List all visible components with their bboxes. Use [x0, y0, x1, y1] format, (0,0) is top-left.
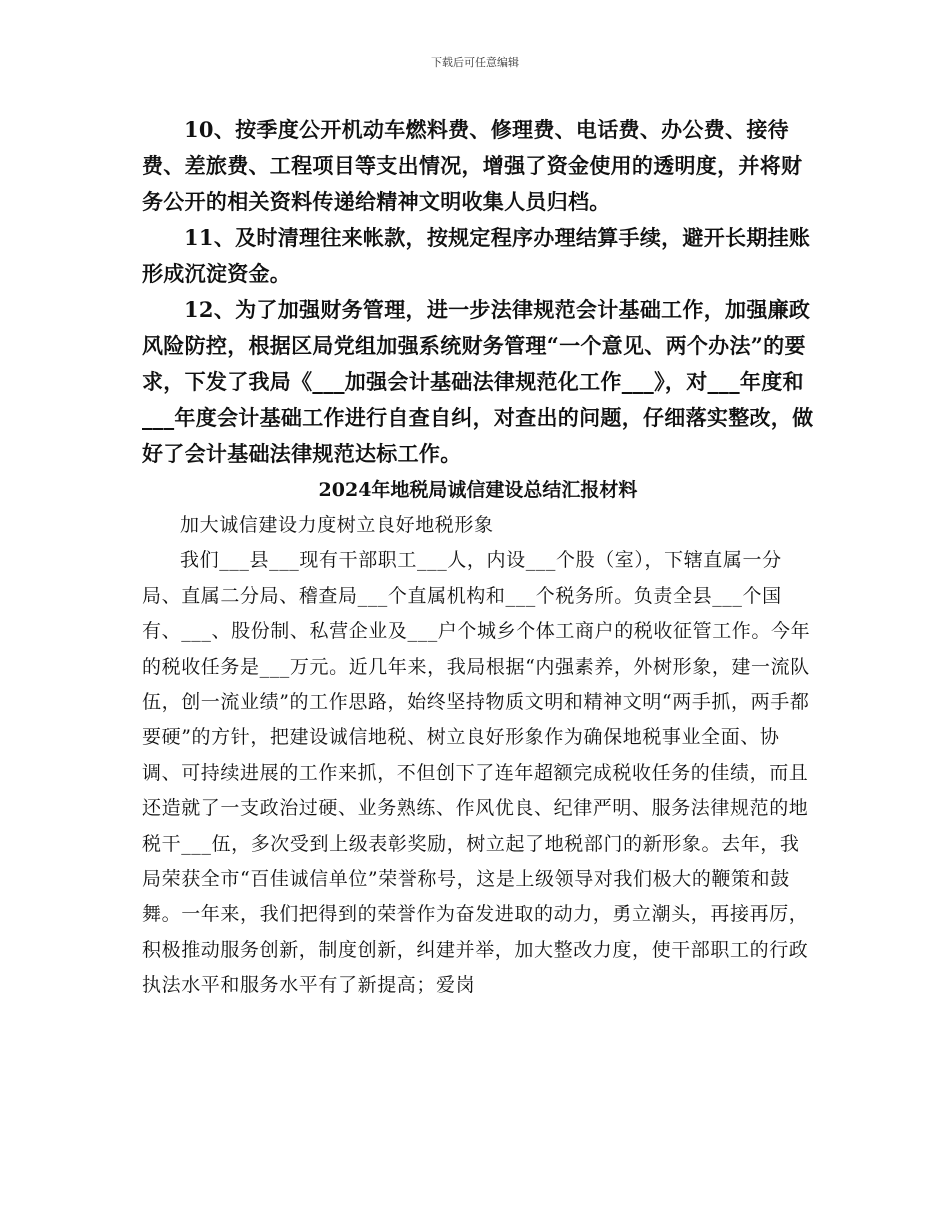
document-title: 2024年地税局诚信建设总结汇报材料 — [318, 479, 638, 501]
report-section — [142, 508, 814, 1004]
paragraph-12: 12、为了加强财务管理，进一步法律规范会计基础工作，加强廉政风险防控，根据区局党组加强系统财务管理“一个意见、两个办法”的要求，下发了我局《___加强会计基础法律规范化工作___》，对___年度和___年度会计基础工作进行自查自纠，对查出的问题，仔细落实整改，做好了会计基础法律规范达标工作。 — [142, 297, 814, 466]
paragraph-11: 11、及时清理往来帐款，按规定程序办理结算手续，避开长期挂账形成沉淀资金。 — [142, 225, 811, 286]
paragraph-10: 10、按季度公开机动车燃料费、修理费、电话费、办公费、接待费、差旅费、工程项目等支出情况，增强了资金使用的透明度，并将财务公开的相关资料传递给精神文明收集人员归档。 — [142, 117, 803, 214]
document-body — [142, 112, 814, 1004]
report-subtitle: 加大诚信建设力度树立良好地税形象 — [180, 514, 494, 536]
page-header: 下载后可任意编辑 — [431, 56, 519, 69]
report-paragraph: 我们___县___现有干部职工___人，内设___个股（室），下辖直属一分局、直属二分局、稽查局___个直属机构和___个税务所。负责全县___个国有、___、股份制、私营企业及___户个城乡个体工商户的税收征管工作。今年的税收任务是___万元。近几年来，我局根据“内强素养，外树形象，建一流队伍，创一流业绩”的工作思路，始终坚持物质文明和精神文明“两手抓，两手都要硬”的方针，把建设诚信地税、树立良好形象作为确保地税事业全面、协调、可持续进展的工作来抓，不但创下了连年超额完成税收任务的佳绩，而且还造就了一支政治过硬、业务熟练、作风优良、纪律严明、服务法律规范的地税干___伍，多次受到上级表彰奖励，树立起了地税部门的新形象。去年，我局荣获全市“百佳诚信单位”荣誉称号，这是上级领导对我们极大的鞭策和鼓舞。一年来，我们把得到的荣誉作为奋发进取的动力，勇立潮头，再接再厉，积极推动服务创新，制度创新，纠建并举，加大整改力度，使干部职工的行政执法水平和服务水平有了新提高；爱岗 — [142, 549, 811, 997]
bold-section — [142, 112, 814, 472]
